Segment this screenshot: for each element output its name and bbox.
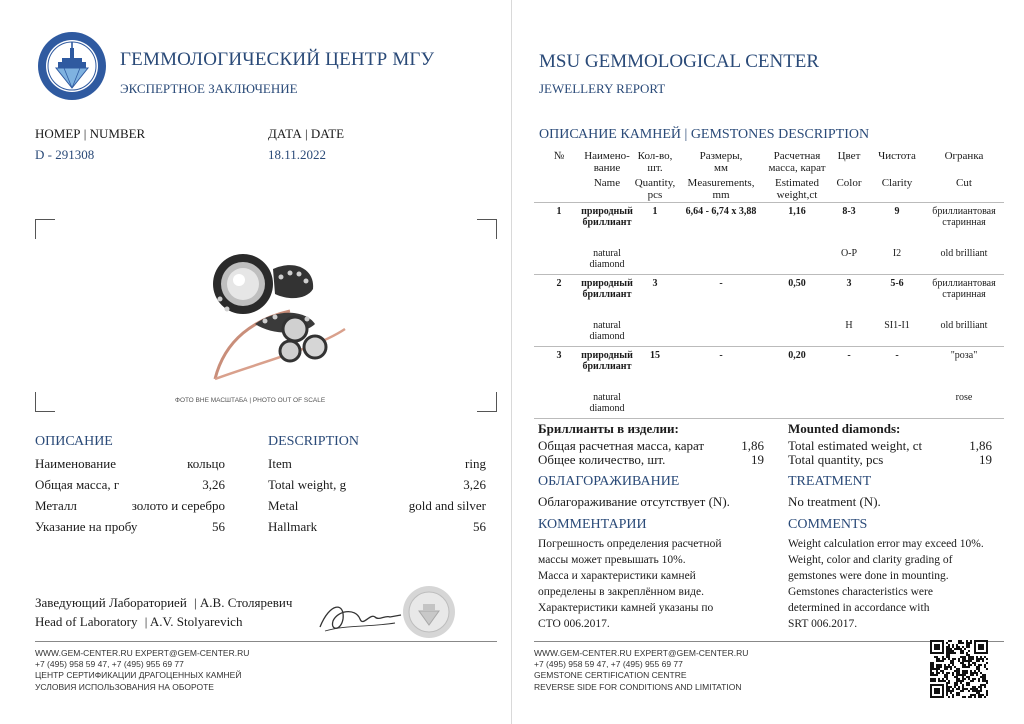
gem-color-ru: 3 <box>846 278 852 289</box>
signature-icon <box>315 597 405 637</box>
text-line: Масса и характеристики камней <box>538 570 696 582</box>
gem-measurements: 6,64 - 6,74 x 3,88 <box>685 206 757 217</box>
mounted-weight-label-en: Total estimated weight, ct <box>788 438 923 453</box>
ring-photo <box>195 239 365 394</box>
table-header-en: Name <box>593 177 621 189</box>
description-label: Hallmark <box>268 519 318 534</box>
gem-clarity-en: I2 <box>892 248 902 259</box>
description-value: gold and silver <box>408 498 486 513</box>
gemstones-table <box>534 148 1004 418</box>
text-line: REVERSE SIDE FOR CONDITIONS AND LIMITATION <box>534 681 742 692</box>
description-label: Наименование <box>35 456 116 471</box>
table-header-en: Clarity <box>881 177 913 189</box>
gem-weight: 1,16 <box>788 206 806 217</box>
table-divider <box>534 202 1004 203</box>
center-title-en: MSU GEMMOLOGICAL CENTER <box>539 51 820 72</box>
text-line: Погрешность определения расчетной <box>538 538 722 550</box>
mounted-weight-value-en: 1,86 <box>969 438 992 453</box>
gemstones-heading: ОПИСАНИЕ КАМНЕЙ | GEMSTONES DESCRIPTION <box>539 127 870 142</box>
text-line: WWW.GEM-CENTER.RU EXPERT@GEM-CENTER.RU <box>35 648 250 658</box>
text-line: SRT 006.2017. <box>788 618 858 630</box>
comments-text-en <box>788 536 984 632</box>
mounted-weight-label-ru: Общая расчетная масса, карат <box>538 438 705 453</box>
text-line: массы может превышать 10%. <box>538 554 686 566</box>
gem-number: 1 <box>556 206 562 217</box>
table-header-ru: Размеры, мм <box>699 150 743 174</box>
gem-name-ru: природный бриллиант <box>581 350 633 372</box>
gem-weight: 0,20 <box>788 350 806 361</box>
description-row <box>35 519 225 540</box>
gem-name-ru: природный бриллиант <box>581 278 633 300</box>
text-line: Gemstones characteristics were <box>788 586 933 598</box>
text-line: Характеристики камней указаны по <box>538 602 714 614</box>
footer-left <box>35 648 249 693</box>
gem-cut-ru: "роза" <box>950 350 978 361</box>
photo-frame <box>35 219 497 412</box>
description-row <box>35 477 225 498</box>
head-name-ru: | А.В. Столяревич <box>194 595 293 610</box>
head-of-lab-ru <box>35 595 292 611</box>
gem-cut-ru: бриллиантовая старинная <box>932 206 996 228</box>
table-header-ru: № <box>553 150 565 162</box>
gem-clarity-ru: 5-6 <box>890 278 904 289</box>
table-divider <box>534 418 1004 419</box>
description-row <box>268 498 486 519</box>
mounted-heading-en: Mounted diamonds: <box>788 421 901 436</box>
gem-color-en: H <box>845 320 853 331</box>
description-value: 56 <box>212 519 225 534</box>
gem-number: 2 <box>556 278 562 289</box>
table-header-ru: Цвет <box>837 150 861 162</box>
center-title-ru: ГЕММОЛОГИЧЕСКИЙ ЦЕНТР МГУ <box>120 49 435 70</box>
text-line: Weight calculation error may exceed 10%. <box>788 538 984 550</box>
gem-cut-en: old brilliant <box>940 320 988 331</box>
table-header-ru: Чистота <box>878 150 916 162</box>
description-row <box>35 498 225 519</box>
number-value: D - 291308 <box>35 147 95 162</box>
report-subtitle-ru: ЭКСПЕРТНОЕ ЗАКЛЮЧЕНИЕ <box>120 81 298 96</box>
gem-number: 3 <box>556 350 562 361</box>
description-value: 3,26 <box>202 477 225 492</box>
treatment-heading-ru: ОБЛАГОРАЖИВАНИЕ <box>538 474 680 489</box>
photo-caption: ФОТО ВНЕ МАСШТАБА | PHOTO OUT OF SCALE <box>175 397 326 404</box>
date-value: 18.11.2022 <box>268 147 327 162</box>
head-name-en: | A.V. Stolyarevich <box>144 614 243 629</box>
description-value: золото и серебро <box>131 498 225 513</box>
gem-cut-en: rose <box>955 392 973 403</box>
comments-heading-ru: КОММЕНТАРИИ <box>538 517 647 532</box>
table-header-en: Quantity, pcs <box>634 177 676 201</box>
description-row <box>268 519 486 540</box>
gem-cut-ru: бриллиантовая старинная <box>932 278 996 300</box>
mounted-qty-value-en: 19 <box>979 452 992 467</box>
text-line: Weight, color and clarity grading of <box>788 554 953 566</box>
text-line: WWW.GEM-CENTER.RU EXPERT@GEM-CENTER.RU <box>534 648 749 658</box>
text-line: +7 (495) 958 59 47, +7 (495) 955 69 77 <box>35 659 184 670</box>
gem-quantity: 15 <box>650 350 660 361</box>
gem-color-ru: 8-3 <box>842 206 856 217</box>
gem-name-en: natural diamond <box>589 248 625 270</box>
right-page <box>512 0 1024 724</box>
gem-color-ru: - <box>847 350 851 361</box>
text-line: определены в закреплённом виде. <box>538 586 704 598</box>
gem-clarity-ru: 9 <box>894 206 900 217</box>
comments-heading-en: COMMENTS <box>788 517 868 532</box>
gem-clarity-en: SI1-I1 <box>884 320 910 331</box>
description-label: Металл <box>35 498 77 513</box>
gem-color-en: O-P <box>840 248 858 259</box>
text-line: +7 (495) 958 59 47, +7 (495) 955 69 77 <box>534 659 683 670</box>
mounted-qty-label-ru: Общее количество, шт. <box>538 452 666 467</box>
treatment-heading-en: TREATMENT <box>788 474 872 489</box>
gem-measurements: - <box>719 350 723 361</box>
head-of-lab-en <box>35 614 242 630</box>
description-label: Указание на пробу <box>35 519 138 534</box>
description-value: 3,26 <box>463 477 486 492</box>
gem-name-en: natural diamond <box>589 320 625 342</box>
qr-code-icon[interactable] <box>930 640 988 698</box>
footer-right <box>534 648 748 693</box>
description-label: Metal <box>268 498 299 513</box>
gem-name-en: natural diamond <box>589 392 625 414</box>
description-value: 56 <box>473 519 486 534</box>
treatment-text-ru: Облагораживание отсутствует (N). <box>538 494 730 509</box>
number-label: НОМЕР | NUMBER <box>35 126 146 141</box>
description-list-ru <box>35 456 225 540</box>
gem-measurements: - <box>719 278 723 289</box>
footer-divider-left <box>35 641 497 642</box>
table-divider <box>534 274 1004 275</box>
description-value: ring <box>465 456 486 471</box>
gem-quantity: 3 <box>652 278 658 289</box>
gem-clarity-ru: - <box>895 350 899 361</box>
description-label: Total weight, g <box>268 477 347 492</box>
description-value: кольцо <box>187 456 225 471</box>
description-list-en <box>268 456 486 540</box>
gem-weight: 0,50 <box>788 278 806 289</box>
mounted-qty-value-ru: 19 <box>751 452 764 467</box>
treatment-text-en: No treatment (N). <box>788 494 881 509</box>
text-line: determined in accordance with <box>788 602 930 614</box>
description-row <box>35 456 225 477</box>
table-header-ru: Кол-во, шт. <box>637 150 673 174</box>
mounted-qty-label-en: Total quantity, pcs <box>788 452 884 467</box>
date-label: ДАТА | DATE <box>268 126 345 141</box>
head-title-en: Head of Laboratory <box>35 614 138 629</box>
description-label: Общая масса, г <box>35 477 120 492</box>
table-header-en: Measurements, mm <box>687 177 755 201</box>
gem-quantity: 1 <box>652 206 658 217</box>
description-heading-en: DESCRIPTION <box>268 434 360 449</box>
text-line: СТО 006.2017. <box>538 618 610 630</box>
table-header-ru: Наимено- вание <box>584 150 630 174</box>
table-header-en: Estimated weight,ct <box>775 177 819 201</box>
table-divider <box>534 346 1004 347</box>
text-line: ЦЕНТР СЕРТИФИКАЦИИ ДРАГОЦЕННЫХ КАМНЕЙ <box>35 670 242 681</box>
hologram-seal-icon <box>402 585 456 639</box>
description-row <box>268 456 486 477</box>
report-subtitle-en: JEWELLERY REPORT <box>539 81 666 96</box>
description-row <box>268 477 486 498</box>
table-header-en: Color <box>836 177 862 189</box>
table-header-en: Cut <box>956 177 972 189</box>
gem-cut-en: old brilliant <box>940 248 988 259</box>
table-header-ru: Расчетная масса, карат <box>768 150 826 174</box>
msu-logo-icon <box>36 30 108 102</box>
description-label: Item <box>268 456 292 471</box>
mounted-weight-value-ru: 1,86 <box>741 438 764 453</box>
gem-name-ru: природный бриллиант <box>581 206 633 228</box>
text-line: gemstones were done in mounting. <box>788 570 949 582</box>
description-heading-ru: ОПИСАНИЕ <box>35 434 113 449</box>
comments-text-ru <box>538 536 722 632</box>
mounted-heading-ru: Бриллианты в изделии: <box>538 421 679 436</box>
text-line: GEMSTONE CERTIFICATION CENTRE <box>534 670 687 681</box>
head-title-ru: Заведующий Лабораторией <box>35 595 187 610</box>
text-line: УСЛОВИЯ ИСПОЛЬЗОВАНИЯ НА ОБОРОТЕ <box>35 681 214 692</box>
table-header-ru: Огранка <box>944 150 984 162</box>
